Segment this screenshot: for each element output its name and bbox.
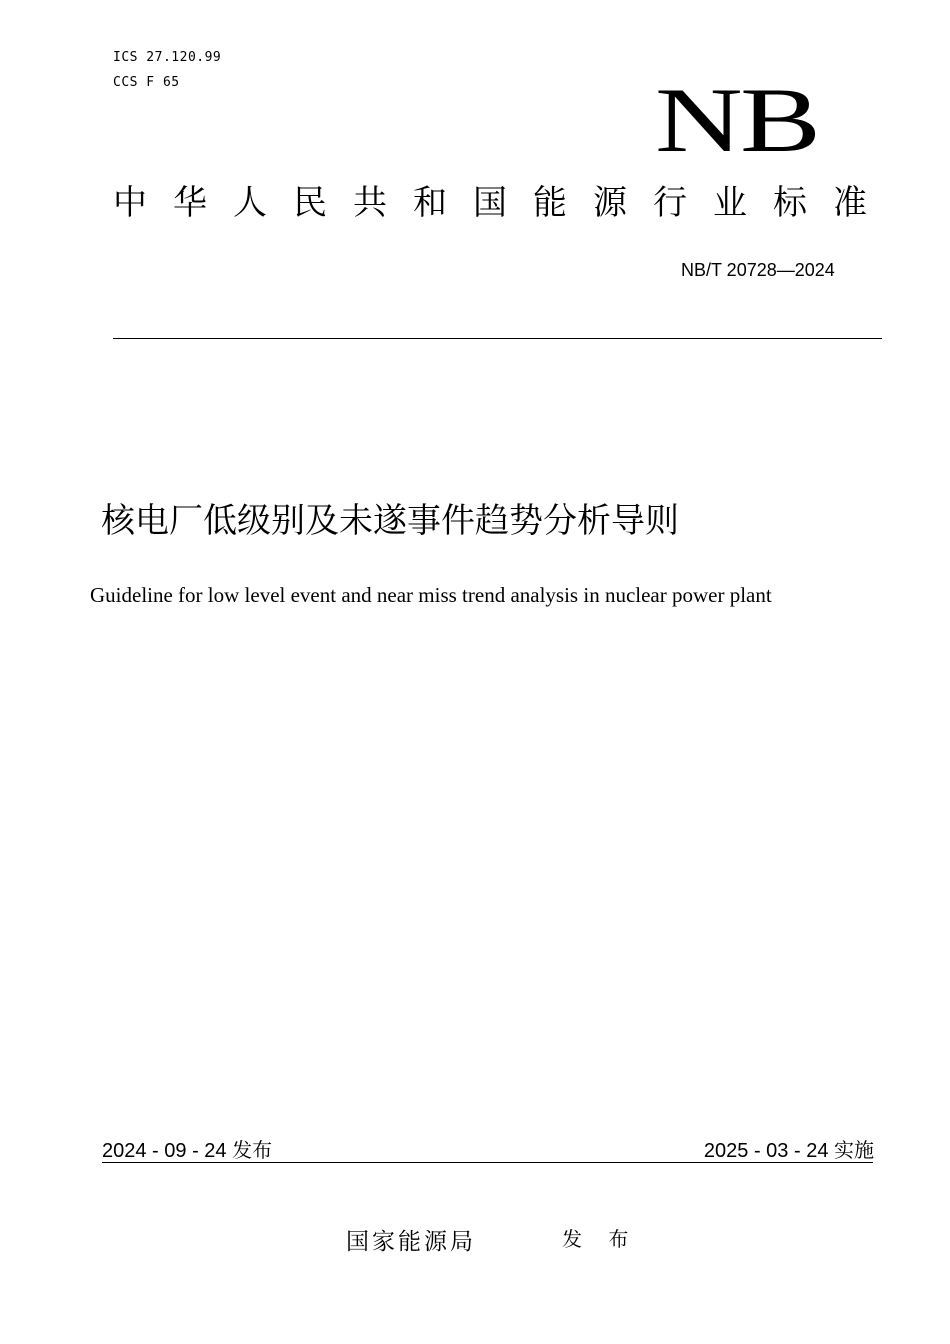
issue-date: 2024 - 09 - 24 发布	[102, 1140, 273, 1162]
ics-code: ICS 27.120.99	[113, 50, 222, 65]
standard-category-title: 中华人民共和国能源行业标准	[113, 183, 893, 223]
implementation-date: 2025 - 03 - 24 实施	[703, 1140, 874, 1162]
issuing-authority: 国家能源局	[346, 1229, 476, 1255]
ccs-code: CCS F 65	[113, 75, 180, 90]
issued-label: 发 布	[562, 1227, 639, 1251]
document-title-en: Guideline for low level event and near miss trend analysis in nuclear power plant	[90, 583, 772, 607]
header-divider	[113, 338, 882, 339]
standard-number: NB/T 20728—2024	[681, 260, 835, 280]
footer-divider	[102, 1162, 873, 1163]
nb-logo: NB	[655, 69, 819, 171]
document-title-zh: 核电厂低级别及未遂事件趋势分析导则	[101, 501, 679, 541]
